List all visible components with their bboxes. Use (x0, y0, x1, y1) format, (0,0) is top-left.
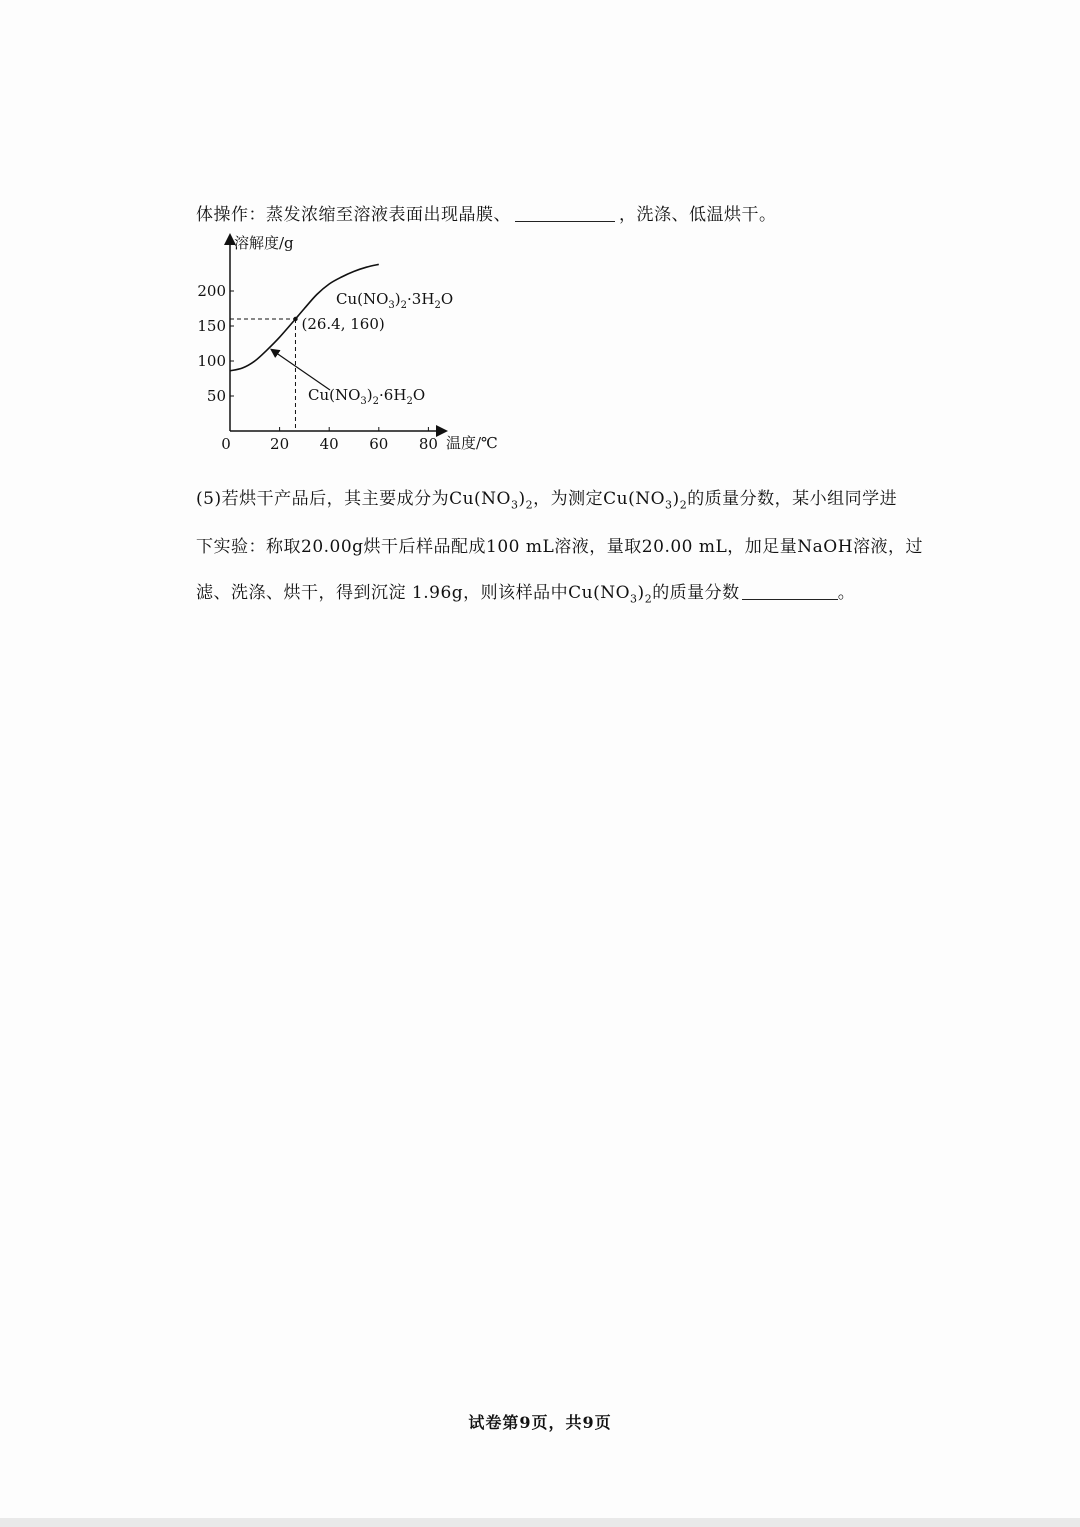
y-axis-label: 溶解度/g (234, 234, 294, 252)
scan-bottom-edge (0, 1518, 1080, 1527)
solubility-chart (180, 226, 520, 466)
y-tick-label: 200 (197, 282, 226, 300)
y-tick-label: 50 (206, 387, 226, 405)
label-trihydrate: $Cu(NO_3)_2\cdot 3H_2O$ (336, 290, 454, 311)
x-tick-label: 40 (319, 435, 339, 453)
pointer-arrow (272, 350, 330, 390)
y-tick-label: 100 (197, 352, 226, 370)
line2-text-a: (5)若烘干产品后，其主要成分为 (196, 489, 450, 509)
x-tick-label: 60 (369, 435, 389, 453)
formula-cu-no3-2-c: $Cu(NO_3)_2$ (568, 583, 653, 606)
formula-cu-no3-2-b: $Cu(NO_3)_2$ (603, 489, 688, 512)
answer-blank-1[interactable] (515, 203, 615, 222)
label-hexahydrate: $Cu(NO_3)_2\cdot 6H_2O$ (308, 386, 426, 407)
line2-text-c: 的质量分数，某小组同学进 (687, 489, 898, 509)
line1-text-a: 体操作：蒸发浓缩至溶液表面出现晶膜、 (196, 205, 511, 225)
question-text-line-3 (196, 532, 923, 557)
formula-cu-no3-2-a: $Cu(NO_3)_2$ (449, 489, 534, 512)
question-text-line-1 (196, 200, 777, 225)
answer-blank-2[interactable] (742, 581, 838, 600)
x-axis-label: 温度/℃ (446, 434, 498, 452)
x-tick-label: 20 (270, 435, 290, 453)
x-tick-label: 0 (221, 435, 231, 453)
line4-text-b: 的质量分数 (652, 583, 740, 603)
point-label: (26.4, 160) (301, 315, 385, 333)
x-tick-label: 80 (418, 435, 438, 453)
y-tick-label: 150 (197, 317, 226, 335)
line4-text-a: 滤、洗涤、烘干，得到沉淀 1.96g，则该样品中 (196, 583, 569, 603)
line3-text: 下实验：称取20.00g烘干后样品配成100 mL溶液，量取20.00 mL，加足量NaOH溶液，过 (196, 537, 924, 557)
question-text-line-2 (196, 484, 897, 511)
line2-text-b: ，为测定 (533, 489, 604, 509)
page-footer: 试卷第9页，共9页 (468, 1413, 612, 1432)
line1-text-b: ，洗涤、低温烘干。 (619, 205, 777, 225)
intersection-point (293, 317, 297, 321)
solubility-chart-svg (180, 226, 520, 466)
question-text-line-4 (196, 578, 855, 605)
line4-text-end: 。 (837, 583, 856, 603)
series-line-hexahydrate (230, 319, 295, 371)
